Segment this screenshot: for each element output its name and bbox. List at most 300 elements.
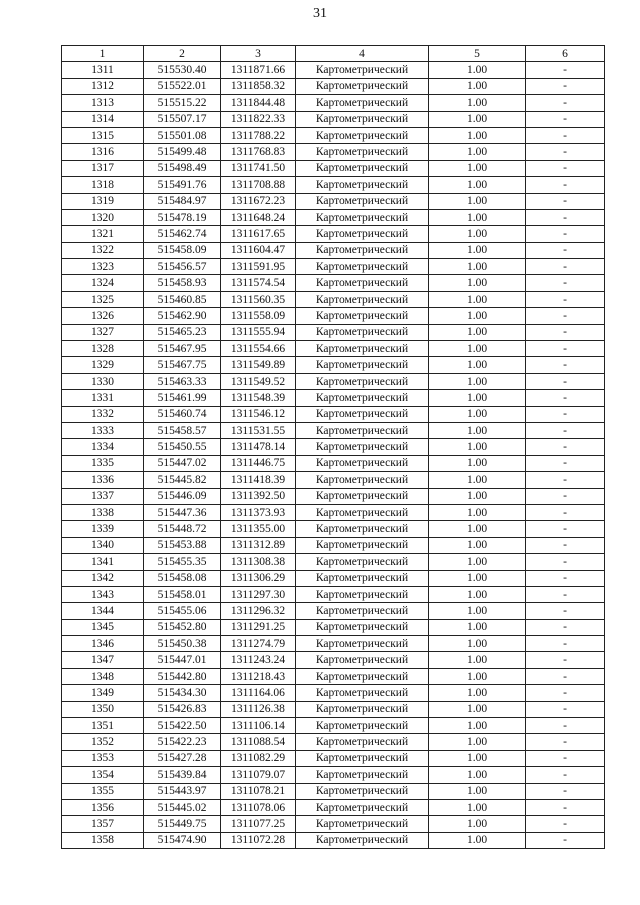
page-number: 31 — [313, 6, 327, 21]
x-coordinate-cell: 515507.17 — [144, 111, 221, 127]
point-number-cell: 1341 — [62, 554, 144, 570]
x-coordinate-cell: 515460.74 — [144, 406, 221, 422]
x-coordinate-cell: 515422.50 — [144, 718, 221, 734]
x-coordinate-cell: 515458.01 — [144, 586, 221, 602]
table-row — [62, 193, 605, 209]
accuracy-cell: 1.00 — [429, 734, 526, 750]
y-coordinate-cell: 1311822.33 — [221, 111, 296, 127]
point-number-cell: 1355 — [62, 783, 144, 799]
method-cell: Картометрический — [296, 177, 429, 193]
accuracy-cell: 1.00 — [429, 718, 526, 734]
y-coordinate-cell: 1311392.50 — [221, 488, 296, 504]
accuracy-cell: 1.00 — [429, 127, 526, 143]
description-cell: - — [526, 439, 605, 455]
x-coordinate-cell: 515426.83 — [144, 701, 221, 717]
x-coordinate-cell: 515450.55 — [144, 439, 221, 455]
y-coordinate-cell: 1311072.28 — [221, 832, 296, 848]
point-number-cell: 1319 — [62, 193, 144, 209]
accuracy-cell: 1.00 — [429, 144, 526, 160]
accuracy-cell: 1.00 — [429, 685, 526, 701]
method-cell: Картометрический — [296, 718, 429, 734]
y-coordinate-cell: 1311844.48 — [221, 95, 296, 111]
x-coordinate-cell: 515422.23 — [144, 734, 221, 750]
table-row — [62, 390, 605, 406]
accuracy-cell: 1.00 — [429, 242, 526, 258]
x-coordinate-cell: 515467.75 — [144, 357, 221, 373]
accuracy-cell: 1.00 — [429, 62, 526, 78]
table-body — [62, 62, 605, 849]
y-coordinate-cell: 1311574.54 — [221, 275, 296, 291]
method-cell: Картометрический — [296, 160, 429, 176]
accuracy-cell: 1.00 — [429, 95, 526, 111]
point-number-cell: 1331 — [62, 390, 144, 406]
table-row — [62, 422, 605, 438]
y-coordinate-cell: 1311297.30 — [221, 586, 296, 602]
method-cell: Картометрический — [296, 341, 429, 357]
description-cell: - — [526, 177, 605, 193]
method-cell: Картометрический — [296, 636, 429, 652]
description-cell: - — [526, 422, 605, 438]
table-row — [62, 570, 605, 586]
accuracy-cell: 1.00 — [429, 357, 526, 373]
x-coordinate-cell: 515465.23 — [144, 324, 221, 340]
x-coordinate-cell: 515456.57 — [144, 259, 221, 275]
accuracy-cell: 1.00 — [429, 783, 526, 799]
accuracy-cell: 1.00 — [429, 226, 526, 242]
x-coordinate-cell: 515484.97 — [144, 193, 221, 209]
point-number-cell: 1343 — [62, 586, 144, 602]
table-row — [62, 95, 605, 111]
description-cell: - — [526, 324, 605, 340]
x-coordinate-cell: 515455.06 — [144, 603, 221, 619]
x-coordinate-cell: 515462.74 — [144, 226, 221, 242]
table-row — [62, 652, 605, 668]
method-cell: Картометрический — [296, 799, 429, 815]
point-number-cell: 1324 — [62, 275, 144, 291]
point-number-cell: 1313 — [62, 95, 144, 111]
description-cell: - — [526, 160, 605, 176]
table-row — [62, 160, 605, 176]
x-coordinate-cell: 515499.48 — [144, 144, 221, 160]
method-cell: Картометрический — [296, 373, 429, 389]
method-cell: Картометрический — [296, 111, 429, 127]
x-coordinate-cell: 515450.38 — [144, 636, 221, 652]
table-row — [62, 668, 605, 684]
table-row — [62, 127, 605, 143]
method-cell: Картометрический — [296, 734, 429, 750]
table-row — [62, 324, 605, 340]
description-cell: - — [526, 603, 605, 619]
description-cell: - — [526, 521, 605, 537]
point-number-cell: 1326 — [62, 308, 144, 324]
y-coordinate-cell: 1311546.12 — [221, 406, 296, 422]
method-cell: Картометрический — [296, 439, 429, 455]
table-row — [62, 521, 605, 537]
table-row — [62, 472, 605, 488]
method-cell: Картометрический — [296, 209, 429, 225]
y-coordinate-cell: 1311446.75 — [221, 455, 296, 471]
point-number-cell: 1312 — [62, 78, 144, 94]
y-coordinate-cell: 1311549.52 — [221, 373, 296, 389]
table-row — [62, 603, 605, 619]
y-coordinate-cell: 1311308.38 — [221, 554, 296, 570]
x-coordinate-cell: 515498.49 — [144, 160, 221, 176]
method-cell: Картометрический — [296, 406, 429, 422]
description-cell: - — [526, 95, 605, 111]
y-coordinate-cell: 1311274.79 — [221, 636, 296, 652]
point-number-cell: 1352 — [62, 734, 144, 750]
accuracy-cell: 1.00 — [429, 701, 526, 717]
table-row — [62, 78, 605, 94]
description-cell: - — [526, 144, 605, 160]
accuracy-cell: 1.00 — [429, 111, 526, 127]
method-cell: Картометрический — [296, 668, 429, 684]
y-coordinate-cell: 1311554.66 — [221, 341, 296, 357]
x-coordinate-cell: 515515.22 — [144, 95, 221, 111]
method-cell: Картометрический — [296, 832, 429, 848]
table-row — [62, 455, 605, 471]
x-coordinate-cell: 515458.57 — [144, 422, 221, 438]
header-cell-3: 3 — [221, 46, 296, 62]
description-cell: - — [526, 504, 605, 520]
y-coordinate-cell: 1311768.83 — [221, 144, 296, 160]
accuracy-cell: 1.00 — [429, 652, 526, 668]
y-coordinate-cell: 1311418.39 — [221, 472, 296, 488]
description-cell: - — [526, 373, 605, 389]
description-cell: - — [526, 193, 605, 209]
y-coordinate-cell: 1311082.29 — [221, 750, 296, 766]
y-coordinate-cell: 1311355.00 — [221, 521, 296, 537]
x-coordinate-cell: 515447.02 — [144, 455, 221, 471]
header-cell-2: 2 — [144, 46, 221, 62]
x-coordinate-cell: 515453.88 — [144, 537, 221, 553]
point-number-cell: 1325 — [62, 291, 144, 307]
point-number-cell: 1350 — [62, 701, 144, 717]
y-coordinate-cell: 1311858.32 — [221, 78, 296, 94]
method-cell: Картометрический — [296, 193, 429, 209]
y-coordinate-cell: 1311078.21 — [221, 783, 296, 799]
y-coordinate-cell: 1311560.35 — [221, 291, 296, 307]
header-cell-1: 1 — [62, 46, 144, 62]
y-coordinate-cell: 1311312.89 — [221, 537, 296, 553]
method-cell: Картометрический — [296, 62, 429, 78]
description-cell: - — [526, 783, 605, 799]
table-header — [62, 46, 605, 62]
point-number-cell: 1351 — [62, 718, 144, 734]
y-coordinate-cell: 1311672.23 — [221, 193, 296, 209]
description-cell: - — [526, 275, 605, 291]
x-coordinate-cell: 515447.36 — [144, 504, 221, 520]
table-row — [62, 259, 605, 275]
point-number-cell: 1335 — [62, 455, 144, 471]
description-cell: - — [526, 111, 605, 127]
point-number-cell: 1318 — [62, 177, 144, 193]
x-coordinate-cell: 515445.02 — [144, 799, 221, 815]
description-cell: - — [526, 357, 605, 373]
table-row — [62, 209, 605, 225]
x-coordinate-cell: 515443.97 — [144, 783, 221, 799]
method-cell: Картометрический — [296, 767, 429, 783]
y-coordinate-cell: 1311617.65 — [221, 226, 296, 242]
accuracy-cell: 1.00 — [429, 816, 526, 832]
y-coordinate-cell: 1311373.93 — [221, 504, 296, 520]
y-coordinate-cell: 1311088.54 — [221, 734, 296, 750]
point-number-cell: 1336 — [62, 472, 144, 488]
description-cell: - — [526, 455, 605, 471]
x-coordinate-cell: 515458.09 — [144, 242, 221, 258]
table-row — [62, 111, 605, 127]
y-coordinate-cell: 1311531.55 — [221, 422, 296, 438]
table-row — [62, 144, 605, 160]
table-row — [62, 504, 605, 520]
y-coordinate-cell: 1311591.95 — [221, 259, 296, 275]
method-cell: Картометрический — [296, 242, 429, 258]
x-coordinate-cell: 515463.33 — [144, 373, 221, 389]
method-cell: Картометрический — [296, 783, 429, 799]
description-cell: - — [526, 816, 605, 832]
method-cell: Картометрический — [296, 144, 429, 160]
point-number-cell: 1346 — [62, 636, 144, 652]
y-coordinate-cell: 1311079.07 — [221, 767, 296, 783]
description-cell: - — [526, 668, 605, 684]
x-coordinate-cell: 515449.75 — [144, 816, 221, 832]
point-number-cell: 1311 — [62, 62, 144, 78]
point-number-cell: 1356 — [62, 799, 144, 815]
point-number-cell: 1338 — [62, 504, 144, 520]
table-row — [62, 62, 605, 78]
y-coordinate-cell: 1311648.24 — [221, 209, 296, 225]
table-row — [62, 750, 605, 766]
x-coordinate-cell: 515458.08 — [144, 570, 221, 586]
table-row — [62, 685, 605, 701]
x-coordinate-cell: 515439.84 — [144, 767, 221, 783]
accuracy-cell: 1.00 — [429, 209, 526, 225]
x-coordinate-cell: 515434.30 — [144, 685, 221, 701]
description-cell: - — [526, 701, 605, 717]
description-cell: - — [526, 259, 605, 275]
method-cell: Картометрический — [296, 750, 429, 766]
method-cell: Картометрический — [296, 816, 429, 832]
method-cell: Картометрический — [296, 652, 429, 668]
method-cell: Картометрический — [296, 570, 429, 586]
description-cell: - — [526, 652, 605, 668]
table-row — [62, 373, 605, 389]
description-cell: - — [526, 750, 605, 766]
description-cell: - — [526, 291, 605, 307]
description-cell: - — [526, 78, 605, 94]
method-cell: Картометрический — [296, 685, 429, 701]
description-cell: - — [526, 62, 605, 78]
description-cell: - — [526, 226, 605, 242]
accuracy-cell: 1.00 — [429, 439, 526, 455]
point-number-cell: 1333 — [62, 422, 144, 438]
description-cell: - — [526, 832, 605, 848]
table-row — [62, 586, 605, 602]
x-coordinate-cell: 515442.80 — [144, 668, 221, 684]
y-coordinate-cell: 1311604.47 — [221, 242, 296, 258]
description-cell: - — [526, 619, 605, 635]
point-number-cell: 1317 — [62, 160, 144, 176]
description-cell: - — [526, 537, 605, 553]
point-number-cell: 1344 — [62, 603, 144, 619]
point-number-cell: 1329 — [62, 357, 144, 373]
y-coordinate-cell: 1311126.38 — [221, 701, 296, 717]
table-row — [62, 242, 605, 258]
table-row — [62, 799, 605, 815]
method-cell: Картометрический — [296, 422, 429, 438]
method-cell: Картометрический — [296, 455, 429, 471]
description-cell: - — [526, 406, 605, 422]
table-row — [62, 275, 605, 291]
x-coordinate-cell: 515427.28 — [144, 750, 221, 766]
accuracy-cell: 1.00 — [429, 619, 526, 635]
point-number-cell: 1337 — [62, 488, 144, 504]
header-cell-4: 4 — [296, 46, 429, 62]
method-cell: Картометрический — [296, 324, 429, 340]
x-coordinate-cell: 515530.40 — [144, 62, 221, 78]
y-coordinate-cell: 1311558.09 — [221, 308, 296, 324]
table-row — [62, 488, 605, 504]
y-coordinate-cell: 1311218.43 — [221, 668, 296, 684]
point-number-cell: 1322 — [62, 242, 144, 258]
accuracy-cell: 1.00 — [429, 455, 526, 471]
point-number-cell: 1332 — [62, 406, 144, 422]
accuracy-cell: 1.00 — [429, 832, 526, 848]
description-cell: - — [526, 767, 605, 783]
accuracy-cell: 1.00 — [429, 636, 526, 652]
accuracy-cell: 1.00 — [429, 554, 526, 570]
y-coordinate-cell: 1311708.88 — [221, 177, 296, 193]
y-coordinate-cell: 1311478.14 — [221, 439, 296, 455]
point-number-cell: 1327 — [62, 324, 144, 340]
y-coordinate-cell: 1311306.29 — [221, 570, 296, 586]
table-row — [62, 636, 605, 652]
accuracy-cell: 1.00 — [429, 341, 526, 357]
x-coordinate-cell: 515447.01 — [144, 652, 221, 668]
accuracy-cell: 1.00 — [429, 193, 526, 209]
point-number-cell: 1314 — [62, 111, 144, 127]
accuracy-cell: 1.00 — [429, 390, 526, 406]
x-coordinate-cell: 515474.90 — [144, 832, 221, 848]
point-number-cell: 1330 — [62, 373, 144, 389]
header-cell-5: 5 — [429, 46, 526, 62]
point-number-cell: 1357 — [62, 816, 144, 832]
point-number-cell: 1354 — [62, 767, 144, 783]
accuracy-cell: 1.00 — [429, 488, 526, 504]
point-number-cell: 1345 — [62, 619, 144, 635]
point-number-cell: 1315 — [62, 127, 144, 143]
description-cell: - — [526, 341, 605, 357]
y-coordinate-cell: 1311291.25 — [221, 619, 296, 635]
accuracy-cell: 1.00 — [429, 537, 526, 553]
accuracy-cell: 1.00 — [429, 422, 526, 438]
method-cell: Картометрический — [296, 586, 429, 602]
accuracy-cell: 1.00 — [429, 603, 526, 619]
x-coordinate-cell: 515460.85 — [144, 291, 221, 307]
point-number-cell: 1358 — [62, 832, 144, 848]
x-coordinate-cell: 515462.90 — [144, 308, 221, 324]
description-cell: - — [526, 390, 605, 406]
table-row — [62, 701, 605, 717]
x-coordinate-cell: 515491.76 — [144, 177, 221, 193]
accuracy-cell: 1.00 — [429, 668, 526, 684]
accuracy-cell: 1.00 — [429, 324, 526, 340]
method-cell: Картометрический — [296, 78, 429, 94]
point-number-cell: 1320 — [62, 209, 144, 225]
description-cell: - — [526, 488, 605, 504]
description-cell: - — [526, 242, 605, 258]
description-cell: - — [526, 734, 605, 750]
method-cell: Картометрический — [296, 701, 429, 717]
table-row — [62, 767, 605, 783]
method-cell: Картометрический — [296, 357, 429, 373]
description-cell: - — [526, 570, 605, 586]
x-coordinate-cell: 515458.93 — [144, 275, 221, 291]
method-cell: Картометрический — [296, 390, 429, 406]
table-row — [62, 341, 605, 357]
point-number-cell: 1316 — [62, 144, 144, 160]
accuracy-cell: 1.00 — [429, 275, 526, 291]
description-cell: - — [526, 586, 605, 602]
y-coordinate-cell: 1311164.06 — [221, 685, 296, 701]
point-number-cell: 1348 — [62, 668, 144, 684]
table-row — [62, 718, 605, 734]
description-cell: - — [526, 554, 605, 570]
point-number-cell: 1339 — [62, 521, 144, 537]
accuracy-cell: 1.00 — [429, 259, 526, 275]
y-coordinate-cell: 1311078.06 — [221, 799, 296, 815]
description-cell: - — [526, 685, 605, 701]
y-coordinate-cell: 1311788.22 — [221, 127, 296, 143]
accuracy-cell: 1.00 — [429, 406, 526, 422]
description-cell: - — [526, 472, 605, 488]
table-row — [62, 406, 605, 422]
y-coordinate-cell: 1311077.25 — [221, 816, 296, 832]
accuracy-cell: 1.00 — [429, 308, 526, 324]
accuracy-cell: 1.00 — [429, 504, 526, 520]
accuracy-cell: 1.00 — [429, 373, 526, 389]
table-row — [62, 832, 605, 848]
method-cell: Картометрический — [296, 521, 429, 537]
table-row — [62, 226, 605, 242]
method-cell: Картометрический — [296, 619, 429, 635]
x-coordinate-cell: 515467.95 — [144, 341, 221, 357]
accuracy-cell: 1.00 — [429, 160, 526, 176]
table-row — [62, 734, 605, 750]
description-cell: - — [526, 209, 605, 225]
point-number-cell: 1347 — [62, 652, 144, 668]
accuracy-cell: 1.00 — [429, 472, 526, 488]
method-cell: Картометрический — [296, 488, 429, 504]
method-cell: Картометрический — [296, 127, 429, 143]
accuracy-cell: 1.00 — [429, 78, 526, 94]
accuracy-cell: 1.00 — [429, 570, 526, 586]
y-coordinate-cell: 1311548.39 — [221, 390, 296, 406]
method-cell: Картометрический — [296, 275, 429, 291]
y-coordinate-cell: 1311555.94 — [221, 324, 296, 340]
x-coordinate-cell: 515455.35 — [144, 554, 221, 570]
header-cell-6: 6 — [526, 46, 605, 62]
method-cell: Картометрический — [296, 308, 429, 324]
description-cell: - — [526, 718, 605, 734]
accuracy-cell: 1.00 — [429, 521, 526, 537]
method-cell: Картометрический — [296, 95, 429, 111]
table-row — [62, 308, 605, 324]
method-cell: Картометрический — [296, 504, 429, 520]
header-row — [62, 46, 605, 62]
x-coordinate-cell: 515446.09 — [144, 488, 221, 504]
description-cell: - — [526, 308, 605, 324]
